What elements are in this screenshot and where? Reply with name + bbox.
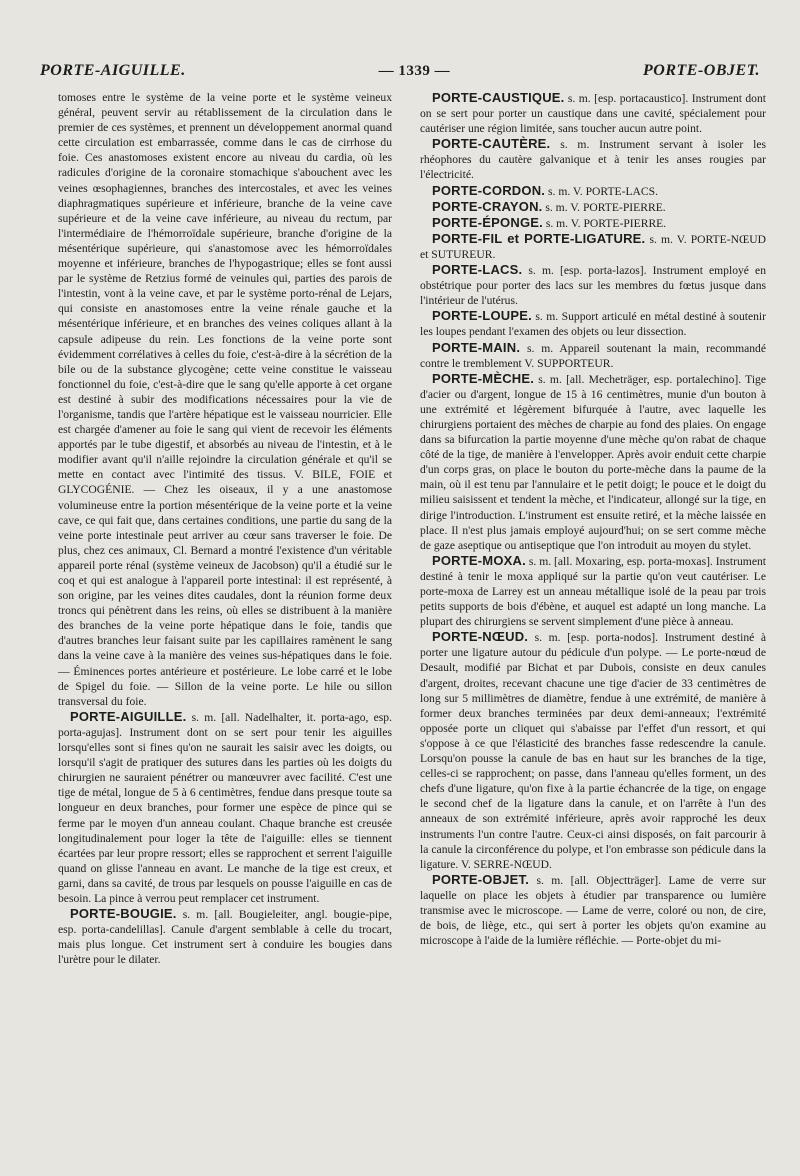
entry-porte-main bbox=[420, 340, 766, 371]
entry-body: s. m. V. PORTE-PIERRE. bbox=[542, 200, 666, 214]
headword: PORTE-CAUSTIQUE. bbox=[432, 90, 565, 105]
headword: PORTE-OBJET. bbox=[432, 871, 530, 887]
entry-body: s. m. V. PORTE-LACS. bbox=[545, 184, 659, 198]
headword: PORTE-CORDON. bbox=[432, 182, 546, 198]
headword: PORTE-CRAYON. bbox=[432, 198, 543, 214]
headword: PORTE-LACS. bbox=[432, 262, 523, 278]
entry-porte-caustique bbox=[420, 90, 766, 136]
entry-body: s. m. [esp. portacaustico]. Instrument dont on se sert pour porter un caustique dans une cavité, spécialement pour cautériser une région limitée, sans toucher aucun autre point. bbox=[420, 92, 766, 136]
entry-body: s. m. [all. Nadelhalter, it. porta-ago, esp. porta-agujas]. Instrument dont on se sert pour tenir les aiguilles lorsqu'elles sont si fines qu'on ne saurait les saisir avec les doigts, ou lorsqu'il s'agit de pratiquer des sutures dans les parties où les doigts du chirurgien ne sauraient pénétrer ou manœuvrer avec facilité. C'est une tige de métal, longue de 5 à 6 centimètres, fendue dans presque toute sa longueur en deux branches, pour former une espèce de pince qui se ferme par le moyen d'un anneau coulant. Chaque branche est creusée longitudinalement pour loger la tête de l'aiguille: elles se tiennent écartées par leur propre ressort; elles se rapprochent et serrent l'aiguille quand on glisse l'anneau en avant. Le manche de la tige est creux, et garni, dans sa cavité, de trous par lesquels on pousse l'aiguille en cas de besoin. La pince à verrou peut remplacer cet instrument. bbox=[58, 710, 392, 905]
headword: PORTE-MAIN. bbox=[432, 339, 521, 355]
entry-body: s. m. [esp. porta-lazos]. Instrument employé en obstétrique pour porter des lacs sur les membres du fœtus jusque dans l'intérieur de l'utérus. bbox=[420, 264, 766, 308]
entry-porte-eponge bbox=[420, 215, 766, 231]
entry-body: s. m. Appareil soutenant la main, recommandé contre le tremblement V. SUPPORTEUR. bbox=[420, 341, 766, 370]
headword: PORTE-BOUGIE. bbox=[70, 906, 177, 922]
headword: PORTE-LOUPE. bbox=[432, 308, 532, 324]
page-number: — 1339 — bbox=[378, 62, 451, 79]
entry-porte-aiguille bbox=[58, 709, 392, 906]
entry-porte-bougie bbox=[58, 906, 392, 967]
entry-porte-objet bbox=[420, 872, 766, 948]
entry-porte-lacs bbox=[420, 262, 766, 308]
header-left-headword: PORTE-AIGUILLE. bbox=[40, 62, 186, 79]
entry-body: s. m. [all. Bougieleiter, angl. bougie-pipe, esp. porta-candelillas]. Canule d'argent semblable à celle du trocart, mais plus longue. Cet instrument sert à conduire les bougies dans l'urètre pour le dilater. bbox=[58, 908, 392, 967]
left-column bbox=[58, 90, 392, 1140]
entry-porte-meche bbox=[420, 371, 766, 553]
veine-porte-continuation: tomoses entre le système de la veine porte et le système veineux général, peuvent servir au rétablissement de la circulation dans le premier de ces systèmes, et prennent un développement anormal quand cette circulation est embarrassée, comme dans le cas de cirrhose du foie. Ces anastomoses existent encore au niveau du cardia, où les radicules d'origine de la coronaire stomachique s'abouchent avec les veines œsophagiennes, branches des intercostales, et avec les veines diaphragmatiques supérieure et inférieure, branche de la veine cave supérieure et de la veine cave inférieure, au niveau du rectum, par l'intermédiaire de l'hémorroïdale supérieure, branche d'origine de la mésentérique supérieure, qui s'anastomose avec les hémorroïdales moyenne et inférieure, branches de l'hypogastrique; elles se font aussi par le système de Retzius formé de veinules qui, parties des parois de l'intestin, vont à la veine cave, et par le système porto-rénal de Lejars, qui consiste en anastomoses entre la veine rénale gauche et la mésentérique inférieure, et en branches des veines coliques allant à la capsule adipeuse du rein. Les fonctions de la veine porte sont évidemment corrélatives à celles du foie, c'est-à-dire à la sécrétion de la bile ou de la substance glycogène; cette veine constitue le vaisseau fonctionnel du foie, c'est-à-dire que le sang qu'elle apporte à cet organe est destiné à subir des modifications nécessaires pour la vie de l'organisme, tandis que l'artère hépatique est le vaisseau nourricier. Elle est chargée d'amener au foie le sang qui vient de recevoir les éléments apportés par le tube digestif, et absorbés au niveau de l'intestin, et à le modifier avant qu'il n'aille rejoindre la circulation générale et qu'il se mette en contact avec l'intimité des tissus. V. BILE, FOIE et GLYCOGÉNIE. — Chez les oiseaux, il y a une anastomose volumineuse entre la portion mésentérique de la veine porte et la veine cave, ce qui fait que, dans certaines conditions, une partie du sang de la veine porte intestinale peut arriver au cœur sans traverser le foie. De plus, chez ces animaux, Cl. Bernard a montré l'existence d'un véritable appareil porte rénal (système veineux de Jacobson) qu'il a étudié sur le coq et qui est analogue à l'appareil porte intestinal: il est représenté, à son origine, par les veines dites caudales, dont la réunion forme deux troncs qui pénètrent dans les reins, où elles se distribuent à la manière des branches de la veine porte hépatique dans le foie, tandis que d'autres branches leur faisant suite par les capillaires ramènent le sang dans la veine cave à la manière des veines sus-hépatiques dans le foie. — Éminences portes antérieure et postérieure. Le lobe carré et le lobe de Spigel du foie. — Sillon de la veine porte. Le hile ou sillon transversal du foie. bbox=[58, 91, 392, 708]
entry-porte-crayon bbox=[420, 199, 766, 215]
entry-body: s. m. V. PORTE-NŒUD et SUTUREUR. bbox=[420, 232, 766, 261]
headword: PORTE-MÈCHE. bbox=[432, 370, 535, 386]
headword: PORTE-ÉPONGE. bbox=[432, 214, 543, 230]
headword: PORTE-MOXA. bbox=[432, 552, 526, 568]
header-right-headword: PORTE-OBJET. bbox=[643, 62, 760, 79]
entry-porte-moxa bbox=[420, 553, 766, 629]
entry-porte-cordon bbox=[420, 183, 766, 199]
right-column bbox=[420, 90, 766, 1140]
headword: PORTE-AIGUILLE. bbox=[70, 708, 187, 724]
entry-body: s. m. [esp. porta-nodos]. Instrument destiné à porter une ligature autour du pédicule d'un polype. — Le porte-nœud de Desault, modifié par Bichat et par Dubois, consiste en deux canules d'argent, droites, recevant chacune une tige d'acier de 33 centimètres de long sur 5 millimètres de diamètre, fendue à une extrémité, de manière à former deux branches terminées par deux demi-anneaux; l'extrémité opposée porte un cliquet qui s'abaisse par l'effet d'un ressort, et qui s'oppose à ce que l'élasticité des branches fasse redescendre la canule. Lorsqu'on pousse la canule de bas en haut sur les branches de la tige, celles-ci se rapprochent; on passe, dans l'anneau qu'elles forment, un des chefs d'une ligature, qu'on fixe à la partie échancrée de la tige, on engage le second chef de la ligature dans la canule, et on l'arrête à l'un des anneaux de son extrémité inférieure, après avoir rapproché les deux instruments l'un contre l'autre. Ceux-ci ainsi disposés, on fait parcourir à la canule la circonférence du polype, et l'on embrasse son pédicule dans la ligature. V. SERRE-NŒUD. bbox=[420, 631, 766, 871]
entry-body: s. m. [all. Mecheträger, esp. portalechino]. Tige d'acier ou d'argent, longue de 15 à 16 centimètres, munie d'un bouton à une extrémité et légèrement bifurquée à l'autre, avec laquelle les chirurgiens portaient des mèches de charpie au fond des plaies. On engage dans sa bifurcation la partie moyenne d'une mèche qu'on rabat de chaque côté de la tige, de manière à l'envelopper. Après avoir enduit cette charpie d'un corps gras, on place le bouton du porte-mèche dans la paume de la main, où il est tenu par l'annulaire et le petit doigt; le pouce et le doigt du milieu saisissent et tendent la mèche, et l'indicateur, allongé sur la tige, en dirige l'introduction. L'instrument est ensuite retiré, et la mèche laissée en place. Il n'est plus jamais employé aujourd'hui; on se sert comme mèche de gaze aseptique ou antiseptique que l'on introduit au moyen du stylet. bbox=[420, 372, 766, 552]
headword: PORTE-NŒUD. bbox=[432, 629, 529, 645]
entry-porte-loupe bbox=[420, 308, 766, 339]
entry-body: s. m. [all. Moxaring, esp. porta-moxas]. Instrument destiné à tenir le moxa appliqué sur la partie qu'on veut cautériser. Le porte-moxa de Larrey est un anneau métallique isolé de la peau par trois petits supports de bois d'ébène, et auquel est adapté un long manche. La plupart des chirurgiens se servent simplement d'une pièce à anneau. bbox=[420, 554, 766, 629]
entry-body: s. m. Support articulé en métal destiné à soutenir les loupes pendant l'examen des objets ou leur dissection. bbox=[420, 310, 766, 339]
entry-porte-fil bbox=[420, 231, 766, 262]
entry-body: s. m. Instrument servant à isoler les rhéophores du cautère galvanique et à tenir les anses rougies par l'électricité. bbox=[420, 138, 766, 182]
entry-porte-noeud bbox=[420, 629, 766, 872]
headword: PORTE-CAUTÈRE. bbox=[432, 136, 551, 152]
entry-body: s. m. V. PORTE-PIERRE. bbox=[542, 216, 667, 230]
entry-porte-cautere bbox=[420, 136, 766, 182]
running-header bbox=[40, 58, 760, 84]
headword: PORTE-FIL et PORTE-LIGATURE. bbox=[432, 230, 646, 246]
entry-body: s. m. [all. Objectträger]. Lame de verre sur laquelle on place les objets à étudier par transparence ou lumière transmise avec le microscope. — Lame de verre, coloré ou non, de cire, de bois, de liège, etc., qui sert à porter les objets qu'on examine au microscope à l'aide de la lumière réfléchie. — Porte-objet du mi- bbox=[420, 873, 766, 948]
